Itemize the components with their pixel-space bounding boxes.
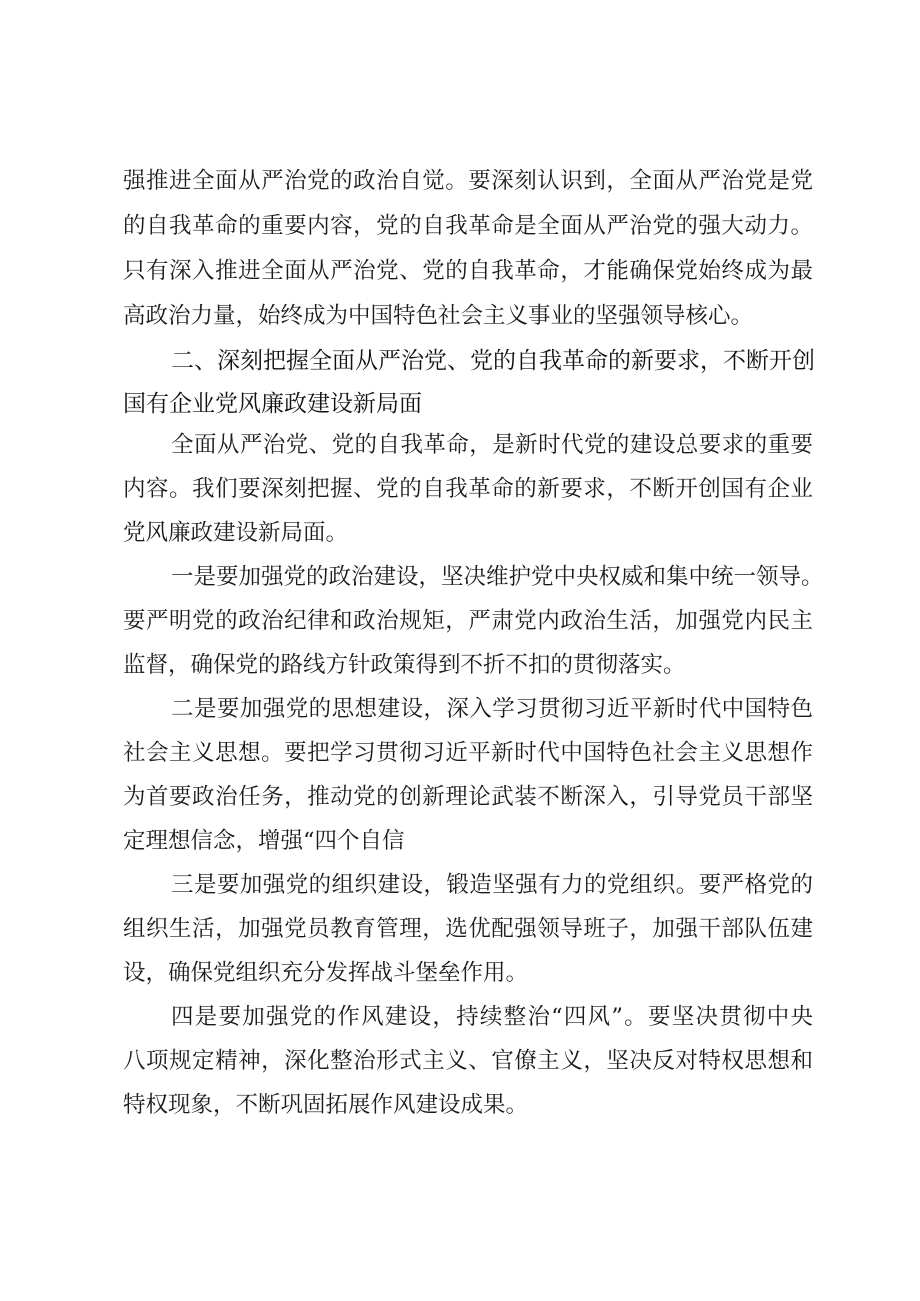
text-line: 社会主义思想。要把学习贯彻习近平新时代中国特色社会主义思想作 [123, 740, 813, 766]
text-line: 高政治力量，始终成为中国特色社会主义事业的坚强领导核心。 [123, 303, 754, 329]
text-line: 一是要加强党的政治建设，坚决维护党中央权威和集中统一领导。 [171, 564, 824, 590]
text-line: 二是要加强党的思想建设，深入学习贯彻习近平新时代中国特色 [171, 696, 813, 722]
text-line: 四是要加强党的作风建设，持续整治“四风”。要坚决贯彻中央 [171, 1004, 813, 1030]
text-line: 组织生活，加强党员教育管理，选优配强领导班子，加强干部队伍建 [123, 916, 813, 942]
text-line: 的自我革命的重要内容，党的自我革命是全面从严治党的强大动力。 [123, 213, 813, 239]
text-line: 监督，确保党的路线方针政策得到不折不扣的贯彻落实。 [123, 652, 686, 678]
text-line: 只有深入推进全面从严治党、党的自我革命，才能确保党始终成为最 [123, 258, 813, 284]
heading-line: 国有企业党风廉政建设新局面 [123, 391, 422, 417]
text-line: 特权现象，不断巩固拓展作风建设成果。 [123, 1092, 529, 1118]
text-line: 要严明党的政治纪律和政治规矩，严肃党内政治生活，加强党内民主 [123, 608, 813, 634]
text-line: 全面从严治党、党的自我革命，是新时代党的建设总要求的重要 [171, 432, 813, 458]
text-line: 八项规定精神，深化整治形式主义、官僚主义，坚决反对特权思想和 [123, 1048, 813, 1074]
heading-line: 二、深刻把握全面从严治党、党的自我革命的新要求，不断开创 [171, 348, 815, 374]
text-line: 为首要政治任务，推动党的创新理论武装不断深入，引导党员干部坚 [123, 784, 813, 810]
text-line: 定理想信念，增强“四个自信 [123, 828, 405, 854]
text-line: 三是要加强党的组织建设，锻造坚强有力的党组织。要严格党的 [171, 872, 813, 898]
text-line: 党风廉政建设新局面。 [123, 520, 349, 546]
text-line: 强推进全面从严治党的政治自觉。要深刻认识到，全面从严治党是党 [123, 168, 813, 194]
text-line: 设，确保党组织充分发挥战斗堡垒作用。 [123, 960, 529, 986]
text-line: 内容。我们要深刻把握、党的自我革命的新要求，不断开创国有企业 [123, 476, 813, 502]
